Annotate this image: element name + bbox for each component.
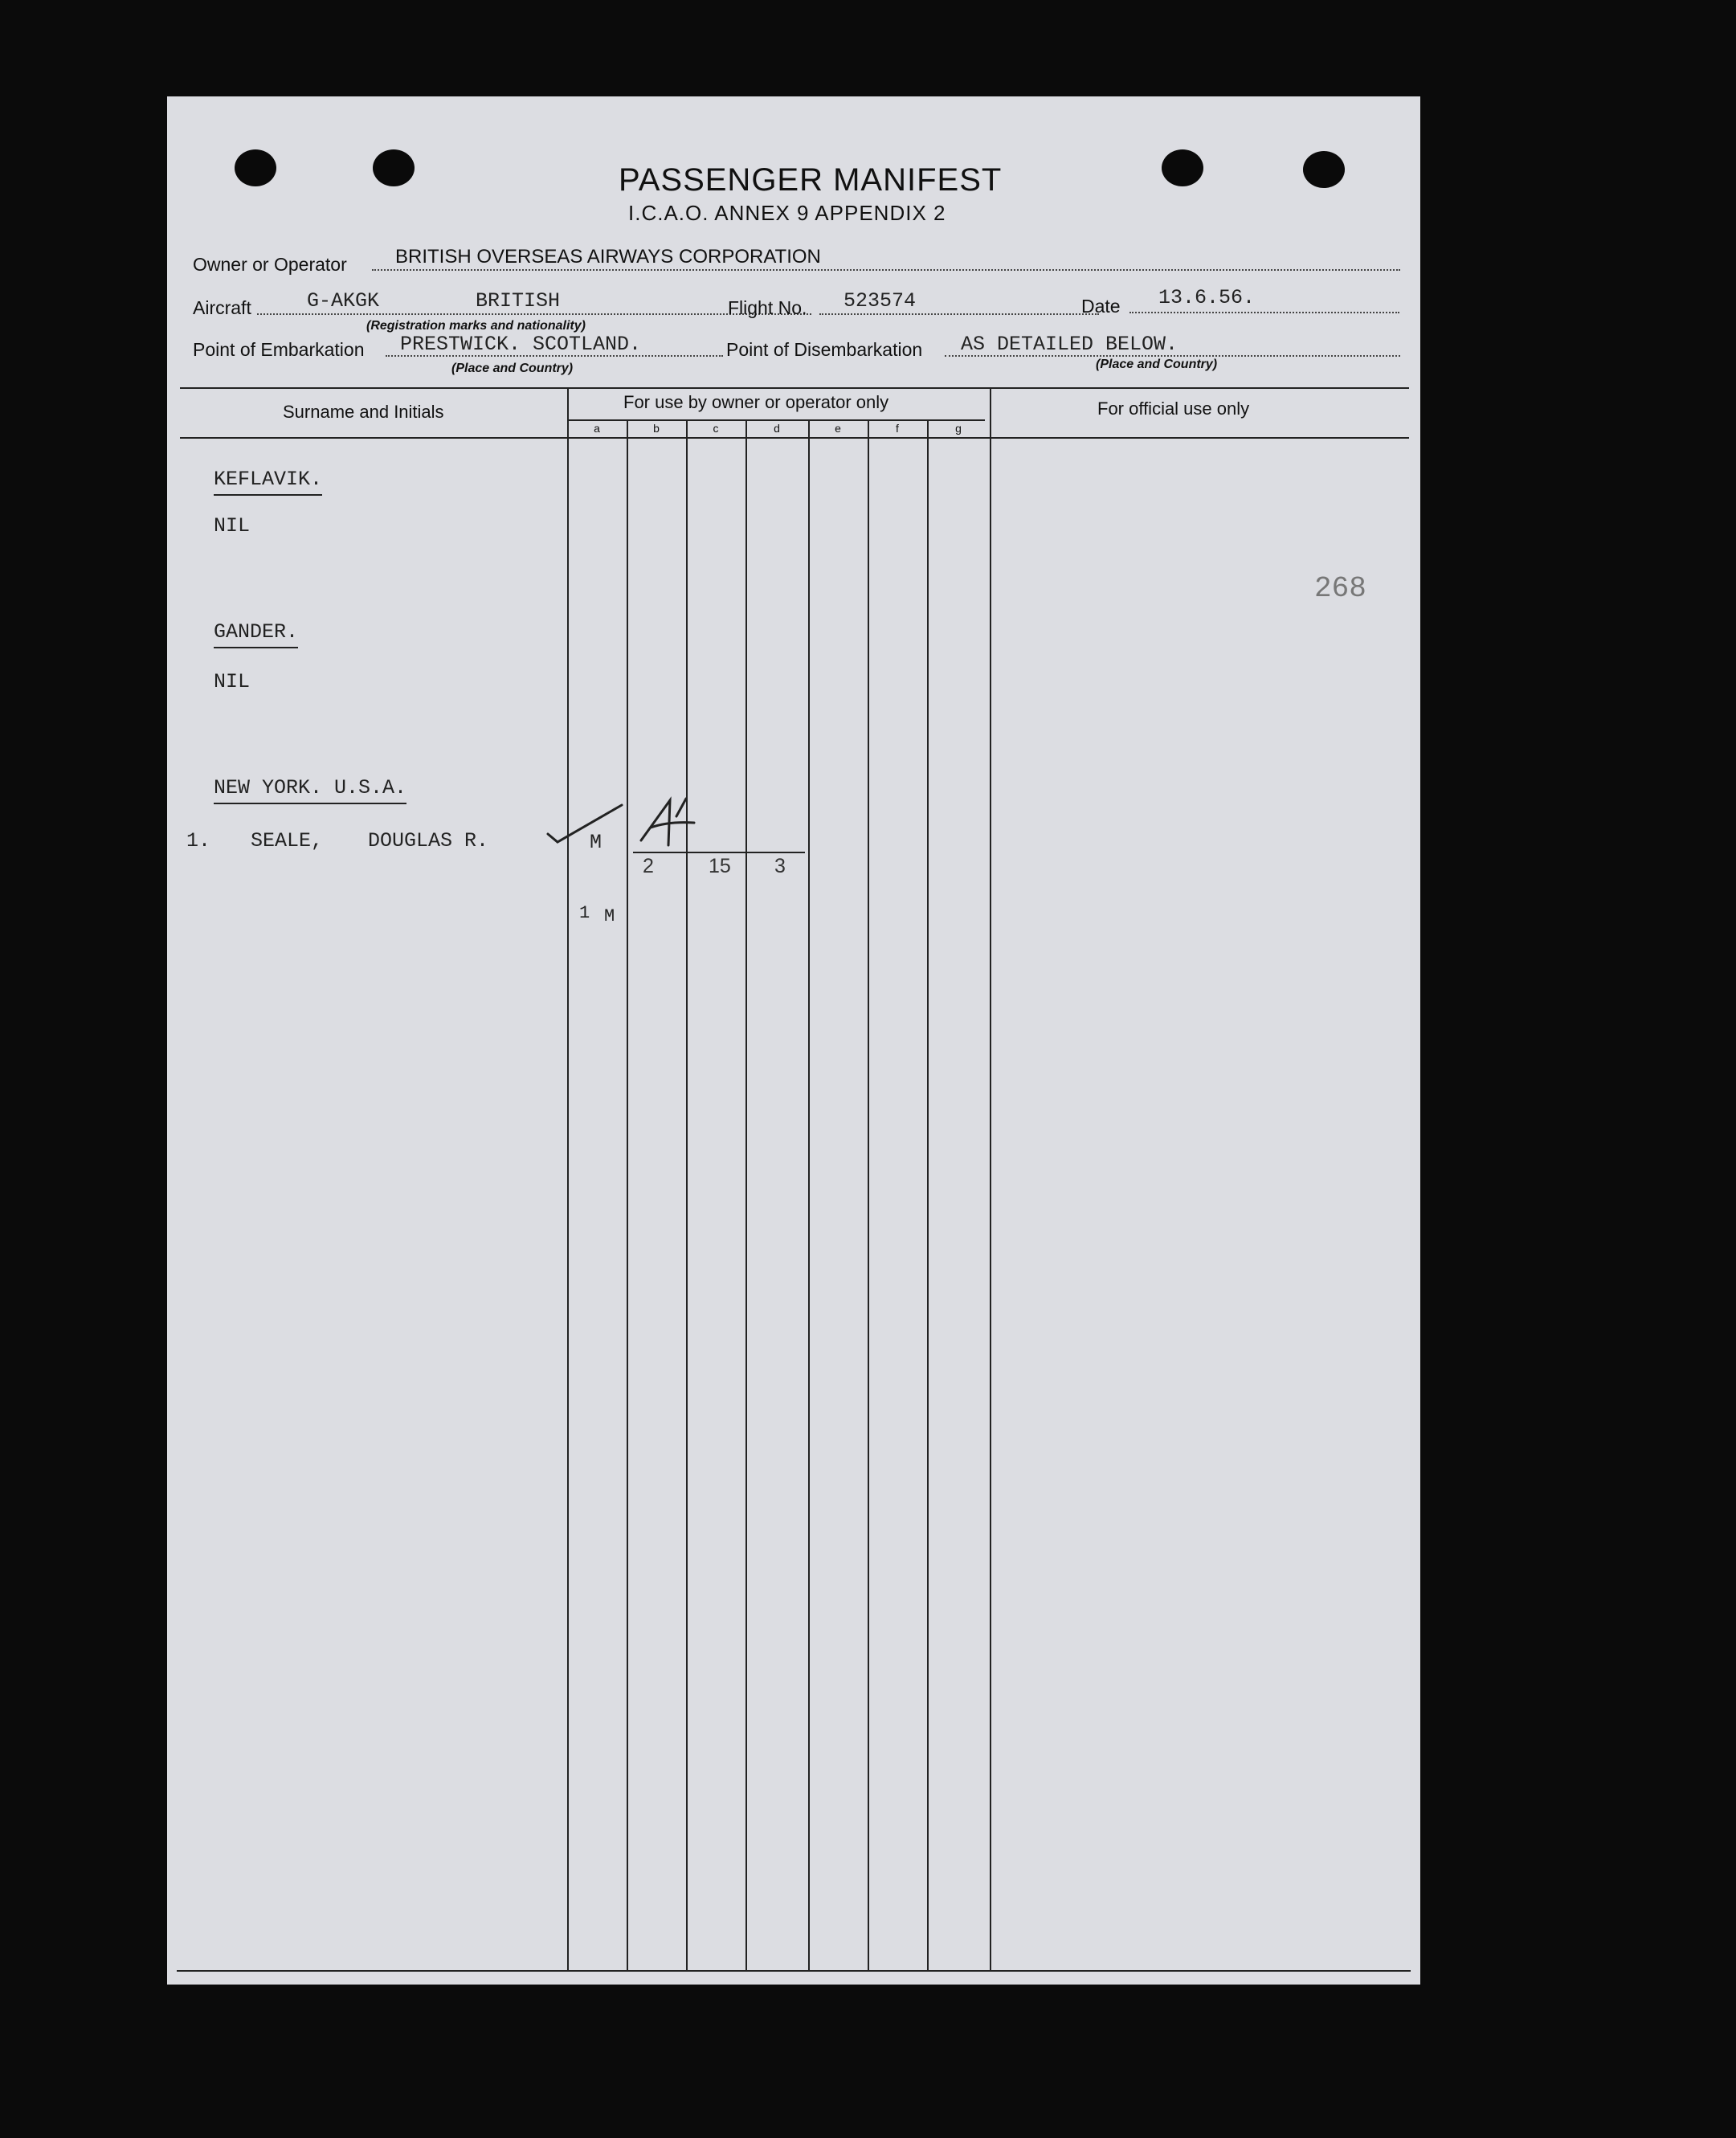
total-count: 1 bbox=[579, 903, 590, 923]
subcolumn-label: e bbox=[835, 422, 841, 435]
passenger-col-a: M bbox=[590, 831, 602, 854]
flight-dotted-line bbox=[819, 313, 1099, 315]
aircraft-registration: G-AKGK bbox=[307, 289, 380, 313]
column-divider bbox=[868, 419, 869, 1970]
aircraft-label: Aircraft bbox=[193, 297, 251, 318]
punch-hole bbox=[1303, 151, 1345, 188]
owner-use-column-header: For use by owner or operator only bbox=[623, 392, 889, 412]
check-mark-icon bbox=[545, 795, 641, 852]
total-sex: M bbox=[604, 906, 615, 926]
column-divider bbox=[927, 419, 929, 1970]
column-divider bbox=[990, 387, 991, 1970]
section-place: NEW YORK. U.S.A. bbox=[214, 776, 406, 804]
passenger-number: 1. bbox=[186, 829, 211, 852]
column-divider bbox=[627, 419, 628, 1970]
disembarkation-note: (Place and Country) bbox=[1096, 358, 1218, 371]
page-subtitle: I.C.A.O. ANNEX 9 APPENDIX 2 bbox=[628, 201, 946, 225]
punch-hole bbox=[235, 149, 276, 186]
column-divider bbox=[745, 419, 747, 1970]
aircraft-nationality: BRITISH bbox=[476, 289, 561, 313]
registration-note: (Registration marks and nationality) bbox=[366, 319, 586, 333]
owner-label: Owner or Operator bbox=[193, 254, 347, 275]
subcolumn-label: g bbox=[955, 422, 962, 435]
embarkation-value: PRESTWICK. SCOTLAND. bbox=[400, 333, 642, 356]
table-bottom-rule bbox=[177, 1970, 1411, 1972]
owner-value: BRITISH OVERSEAS AIRWAYS CORPORATION bbox=[395, 246, 821, 268]
column-divider bbox=[808, 419, 810, 1970]
passenger-surname: SEALE, bbox=[251, 829, 324, 852]
passenger-given-names: DOUGLAS R. bbox=[368, 829, 489, 852]
punch-hole bbox=[373, 149, 415, 186]
passenger-col-b: 2 bbox=[643, 855, 654, 877]
punch-hole bbox=[1162, 149, 1203, 186]
section-entry: NIL bbox=[214, 514, 251, 538]
subcolumn-label: c bbox=[713, 422, 719, 435]
subcolumn-label: b bbox=[653, 422, 660, 435]
column-divider bbox=[567, 387, 569, 1970]
page-title: PASSENGER MANIFEST bbox=[619, 162, 1003, 198]
subcolumn-label: d bbox=[774, 422, 780, 435]
section-place: KEFLAVIK. bbox=[214, 468, 322, 496]
official-use-column-header: For official use only bbox=[1097, 399, 1250, 419]
owner-dotted-line bbox=[372, 269, 1400, 271]
handwritten-initial-icon bbox=[636, 794, 709, 852]
section-place: GANDER. bbox=[214, 620, 298, 648]
handwritten-underline bbox=[633, 852, 805, 853]
header-bottom-rule bbox=[180, 437, 1409, 439]
manifest-sheet bbox=[167, 96, 1420, 1985]
flight-number: 523574 bbox=[843, 289, 917, 313]
passenger-col-d: 3 bbox=[774, 855, 786, 877]
passenger-col-c: 15 bbox=[709, 855, 731, 877]
section-entry: NIL bbox=[214, 670, 251, 693]
table-top-rule bbox=[180, 387, 1409, 389]
disembarkation-label: Point of Disembarkation bbox=[726, 339, 923, 360]
subheader-rule bbox=[567, 419, 985, 421]
embarkation-note: (Place and Country) bbox=[451, 362, 574, 375]
date-dotted-line bbox=[1129, 312, 1399, 313]
flight-label: Flight No. bbox=[728, 297, 807, 318]
surname-column-header: Surname and Initials bbox=[283, 402, 444, 422]
column-divider bbox=[686, 419, 688, 1970]
page-number: 268 bbox=[1314, 572, 1366, 605]
subcolumn-label: f bbox=[896, 422, 899, 435]
date-label: Date bbox=[1081, 296, 1121, 317]
disembarkation-value: AS DETAILED BELOW. bbox=[961, 333, 1178, 356]
date-value: 13.6.56. bbox=[1158, 286, 1256, 309]
subcolumn-label: a bbox=[594, 422, 600, 435]
embarkation-label: Point of Embarkation bbox=[193, 339, 365, 360]
